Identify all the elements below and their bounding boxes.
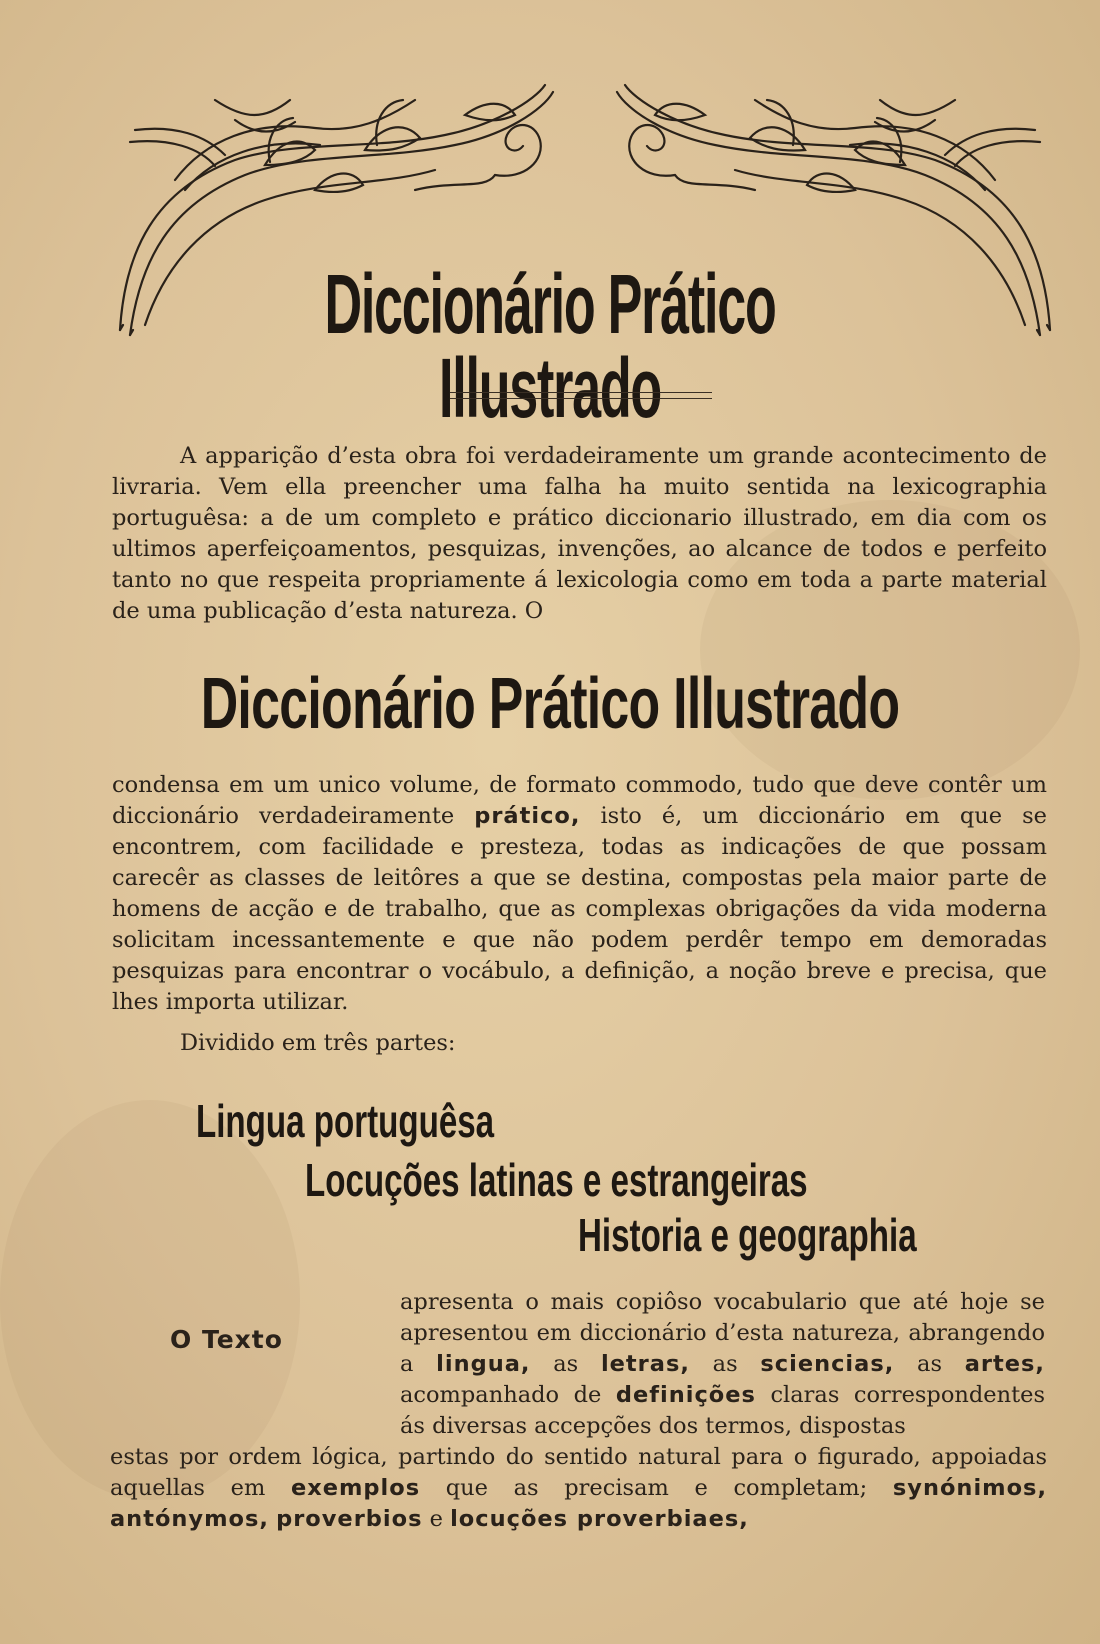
bold-term: letras, — [600, 1351, 690, 1377]
bold-term: antónymos, — [110, 1506, 269, 1532]
texto-paragraph-continued — [110, 1442, 1047, 1535]
bold-term: synónimos, — [892, 1475, 1047, 1501]
text-run: e — [422, 1506, 451, 1532]
bold-term: prático, — [474, 803, 581, 829]
part-heading: Locuções latinas e estrangeiras — [305, 1154, 808, 1206]
description-paragraph — [112, 770, 1047, 1018]
page-title: Diccionário Prático Illustrado — [324, 257, 776, 435]
parts-intro: Dividido em três partes: — [180, 1030, 456, 1056]
text-run: as — [689, 1351, 761, 1377]
part-heading: Lingua portuguêsa — [196, 1095, 495, 1147]
text-run: que as precisam e completam; — [420, 1475, 893, 1501]
text-run: apresenta o mais copiôso vocabulario que até hoje se apresentou em diccionário d’esta natureza, abrangendo a — [400, 1289, 1045, 1377]
bold-term: exemplos — [290, 1475, 421, 1501]
bold-term: sciencias, — [760, 1351, 895, 1377]
text-run: claras correspondentes ás diversas accepções dos termos, dispostas — [400, 1382, 1045, 1439]
text-run: acompanhado de — [400, 1382, 616, 1408]
text-run: isto é, um diccionário em que se encontrem, com facilidade e presteza, todas as indicações de que possam carecêr as classes de leitôres a que se destina, compostas pela maior parte de homens de acção e de trabalho, que as complexas obrigações da vida moderna solicitam incessantemente e que não podem perdêr tempo em demoradas pesquizas para encontrar o vocábulo, a definição, a noção breve e precisa, que lhes importa utilizar. — [112, 803, 1048, 1015]
title-rule — [450, 392, 712, 393]
title-rule — [450, 398, 712, 399]
section-title: Diccionário Prático Illustrado — [200, 664, 900, 744]
texto-paragraph — [400, 1287, 1045, 1442]
text-run: as — [530, 1351, 601, 1377]
text-run: as — [894, 1351, 965, 1377]
part-heading: Historia e geographia — [578, 1209, 917, 1261]
bold-term: lingua, — [436, 1351, 531, 1377]
intro-paragraph: A apparição d’esta obra foi verdadeiramente um grande acontecimento de livraria. Vem ella preencher uma falha ha muito sentida na lexicographia portuguêsa: a de um completo e prático diccionario illustrado, em dia com os ultimos aperfeiçoamentos, pesquizas, invenções, ao alcance de todos e perfeito tanto no que respeita propriamente á lexicologia como em toda a parte material de uma publicação d’esta natureza. O — [112, 443, 1047, 624]
side-heading: O Texto — [170, 1325, 283, 1354]
bold-term: proverbios — [276, 1506, 423, 1532]
text-run: condensa em um unico volume, de formato commodo, tudo que deve contêr um diccionário verdadeiramente — [112, 772, 1047, 829]
bold-term: definições — [615, 1382, 756, 1408]
bold-term: locuções proverbiaes, — [450, 1506, 749, 1532]
paper-stain — [0, 1100, 300, 1500]
bold-term: artes, — [964, 1351, 1045, 1377]
text-run: estas por ordem lógica, partindo do sentido natural para o figurado, appoiadas aquellas em — [110, 1444, 1047, 1501]
